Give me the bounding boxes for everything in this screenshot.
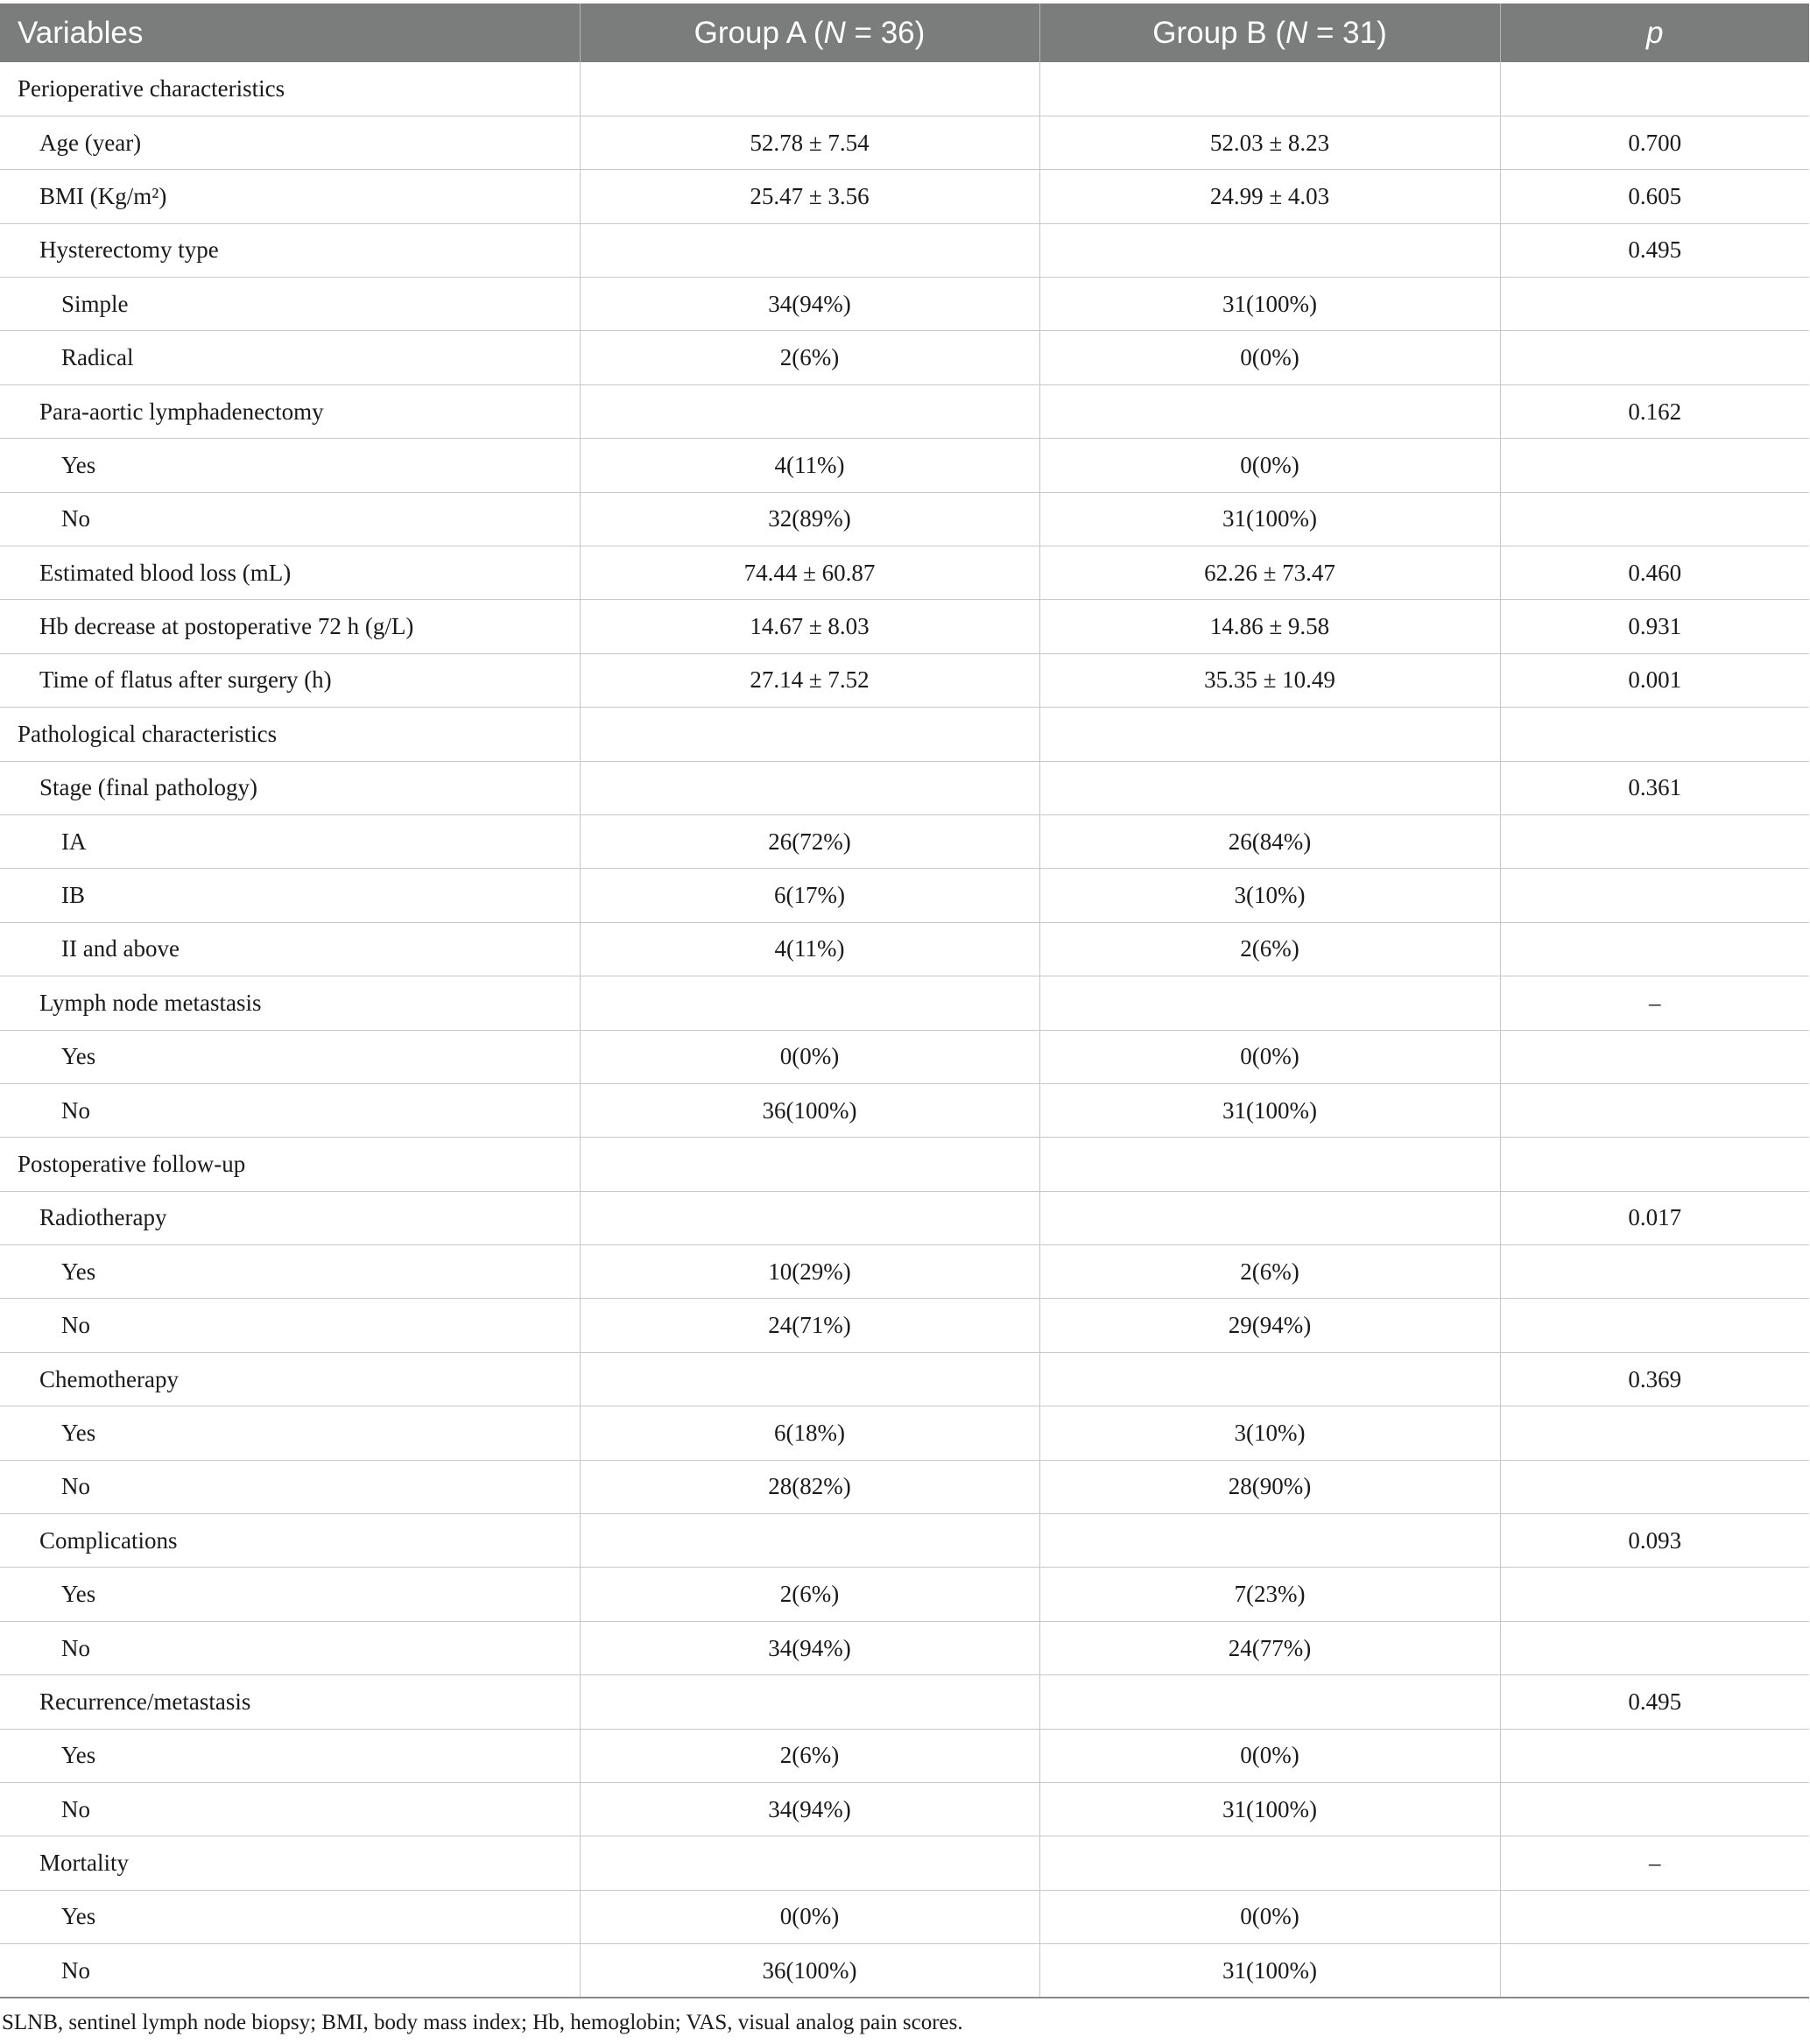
cell-group-b: 31(100%) [1039,1083,1500,1137]
cell-p-value [1500,1890,1809,1943]
cell-variable: Hb decrease at postoperative 72 h (g/L) [0,600,580,653]
cell-group-a: 32(89%) [580,492,1039,546]
cell-group-a [580,1191,1039,1244]
cell-group-b: 0(0%) [1039,1030,1500,1083]
cell-variable: Radiotherapy [0,1191,580,1244]
cell-group-a: 36(100%) [580,1944,1039,1998]
results-table [0,4,1809,1998]
table-row [0,1352,1809,1406]
cell-group-a: 34(94%) [580,1621,1039,1674]
cell-group-a [580,1514,1039,1568]
cell-variable: Yes [0,1245,580,1299]
cell-group-b [1039,708,1500,761]
cell-group-a [580,62,1039,116]
table-row [0,1675,1809,1729]
cell-variable: Yes [0,1568,580,1621]
header-group-b-prefix: Group B ( [1152,15,1285,50]
header-row [0,4,1809,62]
cell-group-b: 0(0%) [1039,1729,1500,1782]
cell-p-value [1500,1783,1809,1836]
cell-p-value: 0.361 [1500,761,1809,814]
cell-group-a: 74.44 ± 60.87 [580,546,1039,600]
cell-group-a: 2(6%) [580,1729,1039,1782]
cell-p-value: 0.162 [1500,384,1809,438]
cell-p-value [1500,708,1809,761]
table-row [0,170,1809,223]
cell-group-b [1039,1514,1500,1568]
cell-group-a: 6(17%) [580,869,1039,922]
cell-variable: Lymph node metastasis [0,976,580,1030]
cell-group-b: 7(23%) [1039,1568,1500,1621]
cell-p-value [1500,1406,1809,1460]
header-group-a-n: N [823,15,846,50]
table-row [0,1030,1809,1083]
cell-group-b: 29(94%) [1039,1299,1500,1352]
table-row [0,814,1809,868]
table-row [0,922,1809,976]
cell-variable: IA [0,814,580,868]
cell-group-b: 3(10%) [1039,869,1500,922]
section-row [0,1138,1809,1191]
table-row [0,869,1809,922]
cell-variable: No [0,1083,580,1137]
cell-group-a [580,1352,1039,1406]
header-variables-label: Variables [18,15,144,50]
cell-group-b [1039,62,1500,116]
table-row [0,439,1809,492]
table-row [0,1836,1809,1890]
cell-p-value: 0.093 [1500,1514,1809,1568]
cell-variable: Recurrence/metastasis [0,1675,580,1729]
table-row [0,653,1809,707]
cell-group-b [1039,1836,1500,1890]
cell-p-value [1500,278,1809,331]
cell-group-a: 52.78 ± 7.54 [580,116,1039,169]
table-row [0,1406,1809,1460]
cell-variable: Complications [0,1514,580,1568]
cell-group-a [580,1836,1039,1890]
cell-group-b: 26(84%) [1039,814,1500,868]
cell-group-b [1039,223,1500,277]
cell-group-b: 24(77%) [1039,1621,1500,1674]
table-row [0,1568,1809,1621]
cell-group-b: 28(90%) [1039,1460,1500,1513]
cell-group-b [1039,761,1500,814]
cell-group-a: 27.14 ± 7.52 [580,653,1039,707]
table-row [0,976,1809,1030]
table-header [0,4,1809,62]
cell-variable: II and above [0,922,580,976]
cell-p-value [1500,869,1809,922]
cell-variable: Postoperative follow-up [0,1138,580,1191]
table-row [0,600,1809,653]
cell-variable: Yes [0,439,580,492]
cell-group-b: 35.35 ± 10.49 [1039,653,1500,707]
cell-p-value [1500,439,1809,492]
cell-variable: No [0,1944,580,1998]
table-row [0,1460,1809,1513]
header-group-b-n: N [1285,15,1308,50]
cell-group-a [580,1138,1039,1191]
header-variables [0,4,580,62]
cell-p-value: 0.001 [1500,653,1809,707]
cell-p-value: 0.460 [1500,546,1809,600]
cell-group-a [580,223,1039,277]
table-row [0,1890,1809,1943]
cell-p-value: 0.495 [1500,1675,1809,1729]
cell-group-b: 0(0%) [1039,1890,1500,1943]
cell-group-b: 0(0%) [1039,331,1500,384]
cell-p-value [1500,62,1809,116]
cell-group-a: 34(94%) [580,1783,1039,1836]
cell-variable: No [0,1783,580,1836]
cell-p-value: 0.700 [1500,116,1809,169]
cell-p-value [1500,1083,1809,1137]
cell-group-a: 28(82%) [580,1460,1039,1513]
header-group-a-prefix: Group A ( [694,15,824,50]
cell-group-b [1039,1352,1500,1406]
cell-p-value: 0.495 [1500,223,1809,277]
table-row [0,1083,1809,1137]
cell-variable: IB [0,869,580,922]
cell-variable: No [0,1460,580,1513]
table-row [0,761,1809,814]
cell-group-a: 24(71%) [580,1299,1039,1352]
cell-group-b: 31(100%) [1039,1944,1500,1998]
header-group-a-suffix: = 36) [845,15,926,50]
table-row [0,1514,1809,1568]
table-row [0,116,1809,169]
cell-p-value [1500,1568,1809,1621]
header-group-b [1039,4,1500,62]
cell-variable: Time of flatus after surgery (h) [0,653,580,707]
cell-group-b: 2(6%) [1039,922,1500,976]
cell-p-value: – [1500,1836,1809,1890]
cell-variable: Para-aortic lymphadenectomy [0,384,580,438]
cell-group-b [1039,384,1500,438]
section-row [0,62,1809,116]
cell-group-a: 14.67 ± 8.03 [580,600,1039,653]
cell-group-b: 2(6%) [1039,1245,1500,1299]
cell-p-value [1500,1621,1809,1674]
cell-variable: No [0,1621,580,1674]
cell-variable: Pathological characteristics [0,708,580,761]
header-p-label: p [1646,15,1664,50]
cell-group-b: 3(10%) [1039,1406,1500,1460]
cell-group-a: 2(6%) [580,1568,1039,1621]
cell-group-a [580,761,1039,814]
table-body [0,62,1809,1998]
cell-p-value [1500,1944,1809,1998]
table-row [0,278,1809,331]
table-row [0,1299,1809,1352]
cell-p-value [1500,1138,1809,1191]
cell-p-value [1500,1460,1809,1513]
cell-group-b: 0(0%) [1039,439,1500,492]
table-row [0,384,1809,438]
cell-p-value [1500,1729,1809,1782]
cell-group-b: 31(100%) [1039,1783,1500,1836]
cell-group-a [580,384,1039,438]
table-row [0,492,1809,546]
cell-variable: No [0,492,580,546]
cell-group-a: 4(11%) [580,922,1039,976]
cell-p-value [1500,1299,1809,1352]
table-row [0,1621,1809,1674]
cell-group-a [580,976,1039,1030]
header-group-a [580,4,1039,62]
table-row [0,331,1809,384]
cell-variable: No [0,1299,580,1352]
cell-group-b: 52.03 ± 8.23 [1039,116,1500,169]
cell-group-a: 36(100%) [580,1083,1039,1137]
cell-variable: Stage (final pathology) [0,761,580,814]
cell-group-a: 4(11%) [580,439,1039,492]
cell-variable: Radical [0,331,580,384]
table-row [0,1783,1809,1836]
header-group-b-suffix: = 31) [1307,15,1387,50]
cell-p-value: 0.605 [1500,170,1809,223]
cell-group-b: 14.86 ± 9.58 [1039,600,1500,653]
table-footnote: SLNB, sentinel lymph node biopsy; BMI, body mass index; Hb, hemoglobin; VAS, visual analog pain scores. [2,2011,963,2034]
cell-group-a: 25.47 ± 3.56 [580,170,1039,223]
cell-variable: Age (year) [0,116,580,169]
table-row [0,1944,1809,1998]
cell-group-a: 6(18%) [580,1406,1039,1460]
cell-variable: Perioperative characteristics [0,62,580,116]
section-row [0,708,1809,761]
cell-group-b [1039,1191,1500,1244]
cell-group-b [1039,1138,1500,1191]
cell-group-a: 0(0%) [580,1890,1039,1943]
cell-p-value: 0.017 [1500,1191,1809,1244]
table-row [0,1191,1809,1244]
cell-p-value: 0.369 [1500,1352,1809,1406]
cell-group-a: 10(29%) [580,1245,1039,1299]
cell-variable: Yes [0,1030,580,1083]
table-row [0,223,1809,277]
cell-group-a: 2(6%) [580,331,1039,384]
cell-group-a [580,708,1039,761]
cell-p-value [1500,922,1809,976]
table-row [0,1245,1809,1299]
cell-p-value: 0.931 [1500,600,1809,653]
cell-group-b: 31(100%) [1039,278,1500,331]
table-row [0,546,1809,600]
cell-variable: Chemotherapy [0,1352,580,1406]
cell-p-value [1500,814,1809,868]
cell-group-a: 34(94%) [580,278,1039,331]
cell-p-value [1500,1245,1809,1299]
cell-variable: Yes [0,1729,580,1782]
cell-p-value: – [1500,976,1809,1030]
cell-variable: Estimated blood loss (mL) [0,546,580,600]
cell-group-a: 0(0%) [580,1030,1039,1083]
cell-group-b: 31(100%) [1039,492,1500,546]
cell-group-a: 26(72%) [580,814,1039,868]
cell-group-a [580,1675,1039,1729]
cell-group-b: 24.99 ± 4.03 [1039,170,1500,223]
table-row [0,1729,1809,1782]
cell-variable: Yes [0,1406,580,1460]
header-p [1500,4,1809,62]
cell-variable: BMI (Kg/m²) [0,170,580,223]
cell-variable: Mortality [0,1836,580,1890]
cell-group-b [1039,976,1500,1030]
cell-group-b [1039,1675,1500,1729]
cell-variable: Hysterectomy type [0,223,580,277]
cell-p-value [1500,492,1809,546]
cell-group-b: 62.26 ± 73.47 [1039,546,1500,600]
cell-variable: Simple [0,278,580,331]
cell-p-value [1500,1030,1809,1083]
cell-p-value [1500,331,1809,384]
cell-variable: Yes [0,1890,580,1943]
